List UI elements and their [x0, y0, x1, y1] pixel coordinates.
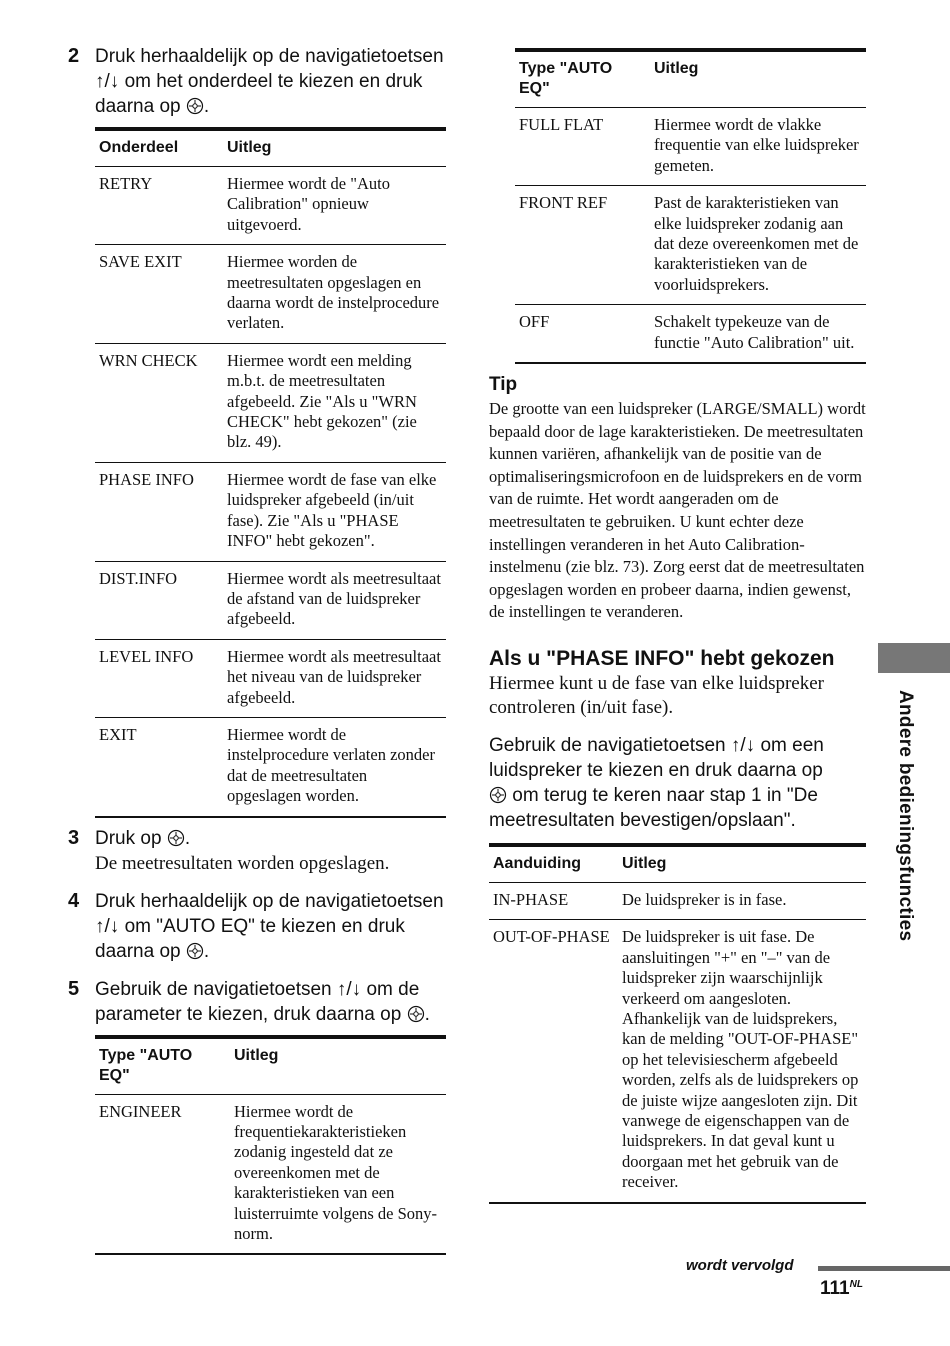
page-suffix: NL: [849, 1279, 863, 1290]
section-intro: Hiermee kunt u de fase van elke luidspreker controleren (in/uit fase).: [489, 673, 825, 718]
table-row: [95, 717, 446, 816]
step-number: 3: [68, 826, 80, 849]
column-header: Uitleg: [618, 845, 866, 883]
table-cell: FULL FLAT: [515, 108, 650, 186]
table-row: [489, 920, 866, 1203]
table-cell: Hiermee wordt de "Auto Calibration" opnieuw uitgevoerd.: [223, 167, 446, 245]
table-cell: Hiermee wordt de frequentiekarakteristieken zodanig ingesteld dat ze overeenkomen met de karakteristieken van een luisterruimte volgens de Sony-norm.: [230, 1094, 446, 1254]
table-cell: OFF: [515, 305, 650, 363]
table-cell: OUT-OF-PHASE: [489, 920, 618, 1203]
table-header-row: [95, 1037, 446, 1095]
table-cell: De luidspreker is in fase.: [618, 883, 866, 920]
table-cell: Hiermee worden de meetresultaten opgeslagen en daarna wordt de instelprocedure verlaten.: [223, 245, 446, 344]
chapter-tab-marker: [878, 643, 950, 673]
enter-button-icon: [407, 1005, 425, 1023]
table-cell: Hiermee wordt een melding m.b.t. de meetresultaten afgebeeld. Zie "Als u "WRN CHECK" hebt gekozen" (zie blz. 49).: [223, 343, 446, 462]
step-4: 4 Druk herhaaldelijk op de navigatietoetsen ↑/↓ om "AUTO EQ" te kiezen en druk daarna op .: [68, 889, 444, 962]
table-row: [95, 245, 446, 344]
table-row: [489, 883, 866, 920]
tip-text: De grootte van een luidspreker (LARGE/SMALL) wordt bepaald door de lage karakteristieken. De meetresultaten kunnen variëren, afhankelijk van de positie van de optimaliseringsmicrofoon en de luidsprekers en de vorm van de ruimte. Het wordt aangeraden om de meetresultaten te gebruiken. U kunt echter deze instellingen veranderen in het Auto Calibration-instelmenu (zie blz. 73). Zorg eerst dat de meetresultaten opgeslagen worden en probeer daarna, indien gewenst, de instellingen te veranderen.: [489, 399, 866, 622]
table-cell: Hiermee wordt de fase van elke luidspreker afgebeeld (in/uit fase). Zie "Als u "PHASE INFO" hebt gekozen".: [223, 462, 446, 561]
table-cell: PHASE INFO: [95, 462, 223, 561]
tip-heading: Tip: [489, 374, 518, 396]
table-cell: WRN CHECK: [95, 343, 223, 462]
step-number: 2: [68, 45, 80, 67]
table-header-row: [95, 129, 446, 167]
table-cell: Schakelt typekeuze van de functie "Auto Calibration" uit.: [650, 305, 866, 363]
step-2: 2 Druk herhaaldelijk op de navigatietoetsen ↑/↓ om het onderdeel te kiezen en druk daarna op .: [68, 45, 444, 117]
table-row: [95, 167, 446, 245]
table-row: [515, 186, 866, 305]
step-result: De meetresultaten worden opgeslagen.: [95, 852, 390, 874]
arrow-keys-icon: ↑/↓: [336, 978, 362, 1000]
step-text: om het onderdeel te kiezen en druk daarna op: [95, 71, 423, 117]
section-heading: Als u "PHASE INFO" hebt gekozen: [489, 647, 835, 670]
table-row: [515, 305, 866, 363]
table-row: [95, 1094, 446, 1254]
step-number: 5: [68, 977, 80, 1000]
table-row: [95, 639, 446, 717]
table-cell: RETRY: [95, 167, 223, 245]
column-header: Type "AUTO EQ": [515, 50, 650, 108]
table-cell: Hiermee wordt de vlakke frequentie van elke luidspreker gemeten.: [650, 108, 866, 186]
page-number: $111^{NL}$: [820, 1278, 863, 1299]
phase-table: [489, 843, 866, 1204]
column-header: Aanduiding: [489, 845, 618, 883]
table-cell: FRONT REF: [515, 186, 650, 305]
column-header: Onderdeel: [95, 129, 223, 167]
table-cell: SAVE EXIT: [95, 245, 223, 344]
column-header: Uitleg: [650, 50, 866, 108]
table-row: [95, 462, 446, 561]
table-cell: Hiermee wordt de instelprocedure verlaten zonder dat de meetresultaten opgeslagen worden.: [223, 717, 446, 816]
auto-eq-table-continued: [515, 48, 866, 364]
step-text: om de parameter te kiezen, druk daarna op: [95, 978, 420, 1025]
table-cell: De luidspreker is uit fase. De aansluitingen "+" en "–" van de luidspreker zijn waarschijnlijk verkeerd om aangesloten. Afhankelijk van de luidsprekers, kan de melding "OUT-OF-PHASE" op het televisiescherm afgebeeld worden, zelfs als de luidsprekers op de juiste wijze aangesloten zijn. Dit vanwege de eigenschappen van de luidsprekers. In dat geval kunt u doorgaan met het gebruik van de receiver.: [618, 920, 866, 1203]
continued-note: wordt vervolgd: [686, 1257, 794, 1274]
step-text: Druk herhaaldelijk op de navigatietoetsen: [95, 890, 444, 912]
column-header: Uitleg: [223, 129, 446, 167]
step-text: om "AUTO EQ" te kiezen en druk daarna op: [95, 915, 405, 962]
right-column: [489, 48, 866, 1204]
table-cell: EXIT: [95, 717, 223, 816]
column-header: Uitleg: [230, 1037, 446, 1095]
table-header-row: [489, 845, 866, 883]
table-cell: IN-PHASE: [489, 883, 618, 920]
step-3: 3 Druk op . De meetresultaten worden opgeslagen.: [66, 826, 446, 876]
step-text: Druk herhaaldelijk op de navigatietoetsen: [95, 46, 444, 67]
step-number: 4: [68, 889, 80, 912]
table-row: [95, 343, 446, 462]
settings-table: [95, 127, 446, 818]
table-row: [515, 108, 866, 186]
table-cell: Past de karakteristieken van elke luidspreker zodanig aan dat deze overeenkomen met de karakteristieken van de voorluidsprekers.: [650, 186, 866, 305]
left-column: [66, 44, 446, 1255]
table-cell: ENGINEER: [95, 1094, 230, 1254]
table-cell: LEVEL INFO: [95, 639, 223, 717]
table-cell: Hiermee wordt als meetresultaat het niveau van de luidspreker afgebeeld.: [223, 639, 446, 717]
enter-button-icon: [489, 786, 507, 804]
table-cell: DIST.INFO: [95, 561, 223, 639]
table-cell: Hiermee wordt als meetresultaat de afstand van de luidspreker afgebeeld.: [223, 561, 446, 639]
arrow-keys-icon: ↑/↓: [95, 71, 120, 92]
step-5: 5 Gebruik de navigatietoetsen ↑/↓ om de parameter te kiezen, druk daarna op .: [68, 977, 430, 1025]
step-text: Gebruik de navigatietoetsen: [95, 978, 332, 1000]
arrow-keys-icon: ↑/↓: [730, 735, 756, 756]
table-header-row: [515, 50, 866, 108]
enter-button-icon: [167, 829, 185, 847]
section-instruction: Gebruik de navigatietoetsen ↑/↓ om een luidspreker te kiezen en druk daarna op om terug te keren naar stap 1 in "De meetresultaten bevestigen/opslaan".: [489, 735, 824, 831]
column-header: Type "AUTO EQ": [95, 1037, 230, 1095]
auto-eq-table: [95, 1035, 446, 1256]
step-text: Druk op: [95, 827, 162, 849]
chapter-label: Andere bedieningsfuncties: [895, 690, 916, 942]
continued-bar: [818, 1266, 950, 1271]
table-row: [95, 561, 446, 639]
enter-button-icon: [186, 942, 204, 960]
arrow-keys-icon: ↑/↓: [95, 915, 120, 937]
enter-button-icon: [186, 97, 204, 115]
